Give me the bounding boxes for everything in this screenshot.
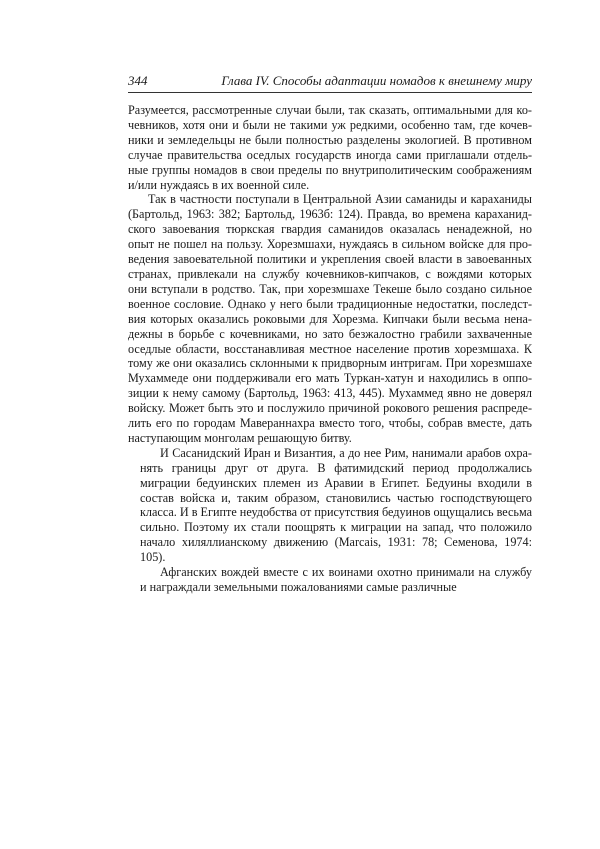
paragraph-3: И Сасанидский Иран и Византия, а до нее Рим, нанимали арабов охра-нять границы друг от друга. В фатимидский период продолжались миграции бедуинских племен из Аравии в Египет. Бедуины входили в состав войска и, таким образом, становились частью господствующего класса. И в Египте неудобства от присутствия бедуинов ощущались весьма сильно. Поэтому их стали поощрять к миграции на запад, что положило начало хиляллианскому движению (Marcais, 1931: 78; Семенова, 1974: 105). xyxy=(140,445,532,565)
running-title: Глава IV. Способы адаптации номадов к внешнему миру xyxy=(221,73,532,88)
running-header xyxy=(128,72,532,90)
paragraph-1: Разумеется, рассмотренные случаи были, так сказать, оптимальными для ко-чевников, хотя они и были не такими уж редкими, особенно там, где кочев-ники и земледельцы не были полностью разделены экологией. В противном случае правительства оседлых государств иногда сами приглашали отдель-ные группы номадов в свои пределы по внутриполитическим соображениям и/или нуждаясь в их военной силе. xyxy=(128,103,532,192)
header-rule xyxy=(128,92,532,93)
paragraph-2: Так в частности поступали в Центральной Азии саманиды и караханиды (Бартольд, 1963: 382; Бартольд, 1963б: 124). Правда, во времена караханид-ского завоевания тюркская гвардия саманидов оказалась ненадежной, но опыт не пошел на пользу. Хорезмшахи, нуждаясь в сильном войске для про-ведения завоевательной политики и укрепления своей власти в завоеванных странах, привлекали на службу кочевников-кипчаков, с вождями которых они вступали в родство. Так, при хорезмшахе Текеше было создано сильное военное сословие. Однако у него были традиционные недостатки, последст-вия которых оказались роковыми для Хорезма. Кипчаки были весьма нена-дежны в борьбе с кочевниками, но зато безжалостно грабили захваченные оседлые области, восстанавливая местное население против хорезмшаха. К тому же они оказались склонными к придворным интригам. При хорезмшахе Мухаммеде они поддерживали его мать Туркан-хатун и находились в оппо-зиции к нему самому (Бартольд, 1963: 413, 445). Мухаммед явно не доверял войску. Может быть это и послужило причиной рокового решения распреде-лить его по городам Мавераннахра вместо того, чтобы, собрав вместе, дать наступающим монголам решающую битву. xyxy=(128,192,532,445)
body-text xyxy=(128,103,532,595)
page-number: 344 xyxy=(128,73,148,88)
paragraph-4: Афганских вождей вместе с их воинами охотно принимали на службу и награждали земельными пожалованиями самые различные xyxy=(140,565,532,594)
